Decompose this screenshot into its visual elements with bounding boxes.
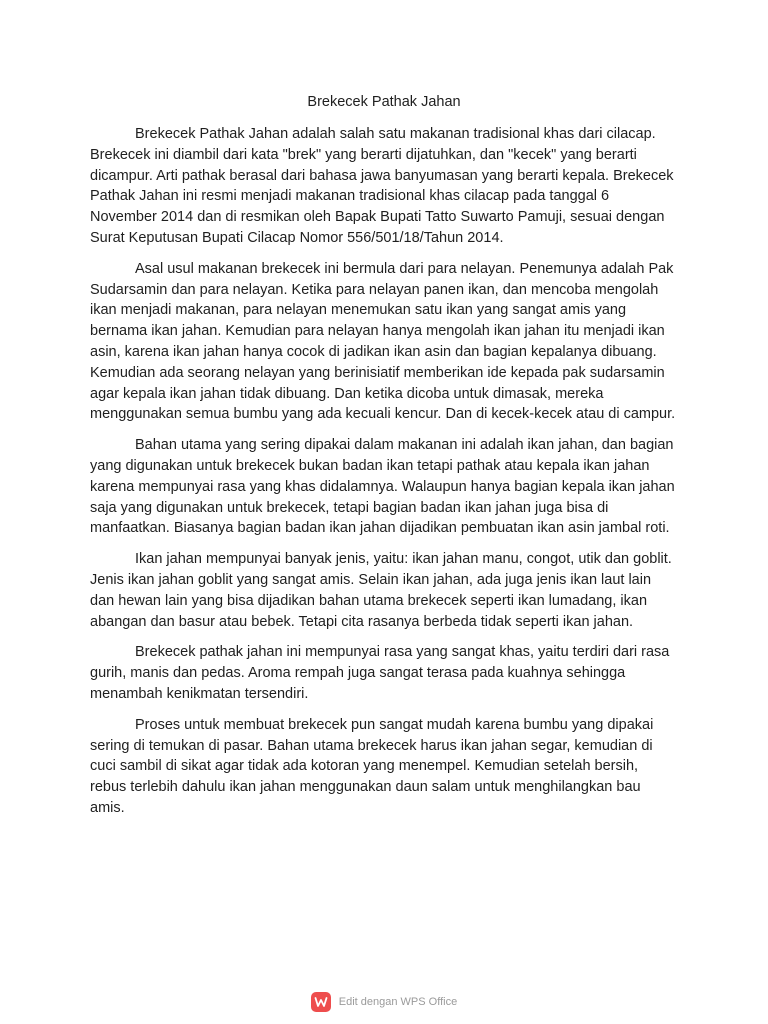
paragraph-1: Brekecek Pathak Jahan adalah salah satu makanan tradisional khas dari cilacap. Brekecek ini diambil dari kata "brek" yang berarti dijatuhkan, dan "kecek" yang berarti dicampur. Arti pathak berasal dari bahasa jawa banyumasan yang berarti kepala. Brekecek Pathak Jahan ini resmi menjadi makanan tradisional khas cilacap pada tanggal 6 November 2014 dan di resmikan oleh Bapak Bupati Tatto Suwarto Pamuji, sesuai dengan Surat Keputusan Bupati Cilacap Nomor 556/501/18/Tahun 2014. <box>90 126 674 246</box>
document-body <box>90 124 678 829</box>
wps-edit-label: Edit dengan WPS Office <box>338 996 458 1008</box>
paragraph-5: Brekecek pathak jahan ini mempunyai rasa yang sangat khas, yaitu terdiri dari rasa gurih, manis dan pedas. Aroma rempah juga sangat terasa pada kuahnya sehingga menambah kenikmatan tersendiri. <box>90 644 670 702</box>
wps-edit-link[interactable] <box>0 990 768 1014</box>
paragraph-6: Proses untuk membuat brekecek pun sangat mudah karena bumbu yang dipakai sering di temukan di pasar. Bahan utama brekecek harus ikan jahan segar, kemudian di cuci sambil di sikat agar tidak ada kotoran yang menempel. Kemudian setelah bersih, rebus terlebih dahulu ikan jahan menggunakan daun salam untuk menghilangkan bau amis. <box>90 716 654 816</box>
wps-office-logo-icon <box>311 992 331 1012</box>
paragraph-3: Bahan utama yang sering dipakai dalam makanan ini adalah ikan jahan, dan bagian yang digunakan untuk brekecek bukan badan ikan tetapi pathak atau kepala ikan jahan karena mempunyai rasa yang khas didalamnya. Walaupun hanya bagian kepala ikan jahan saja yang digunakan untuk brekecek, tetapi bagian badan ikan jahan juga bisa di manfaatkan. Biasanya bagian badan ikan jahan dijadikan pembuatan ikan asin jambal roti. <box>90 437 675 537</box>
paragraph-4: Ikan jahan mempunyai banyak jenis, yaitu: ikan jahan manu, congot, utik dan goblit. Jenis ikan jahan goblit yang sangat amis. Selain ikan jahan, ada juga jenis ikan laut lain dan hewan lain yang bisa dijadikan bahan utama brekecek seperti ikan lumadang, ikan abangan dan basur atau bebek. Tetapi cita rasanya berbeda tidak seperti ikan jahan. <box>90 551 672 630</box>
paragraph-2: Asal usul makanan brekecek ini bermula dari para nelayan. Penemunya adalah Pak Sudarsamin dan para nelayan. Ketika para nelayan panen ikan, dan mencoba mengolah ikan menjadi makanan, para nelayan menemukan satu ikan yang sangat amis yang bernama ikan jahan. Kemudian para nelayan hanya mengolah ikan jahan itu menjadi ikan asin, karena ikan jahan hanya cocok di jadikan ikan asin dan bagian kepalanya dibuang. Kemudian ada seorang nelayan yang berinisiatif memberikan ide kepada pak sudarsamin agar kepala ikan jahan tidak dibuang. Dan ketika dicoba untuk dimasak, mereka menggunakan semua bumbu yang ada kecuali kencur. Dan di kecek-kecek atau di campur. <box>90 260 676 423</box>
document-title: Brekecek Pathak Jahan <box>307 94 461 110</box>
